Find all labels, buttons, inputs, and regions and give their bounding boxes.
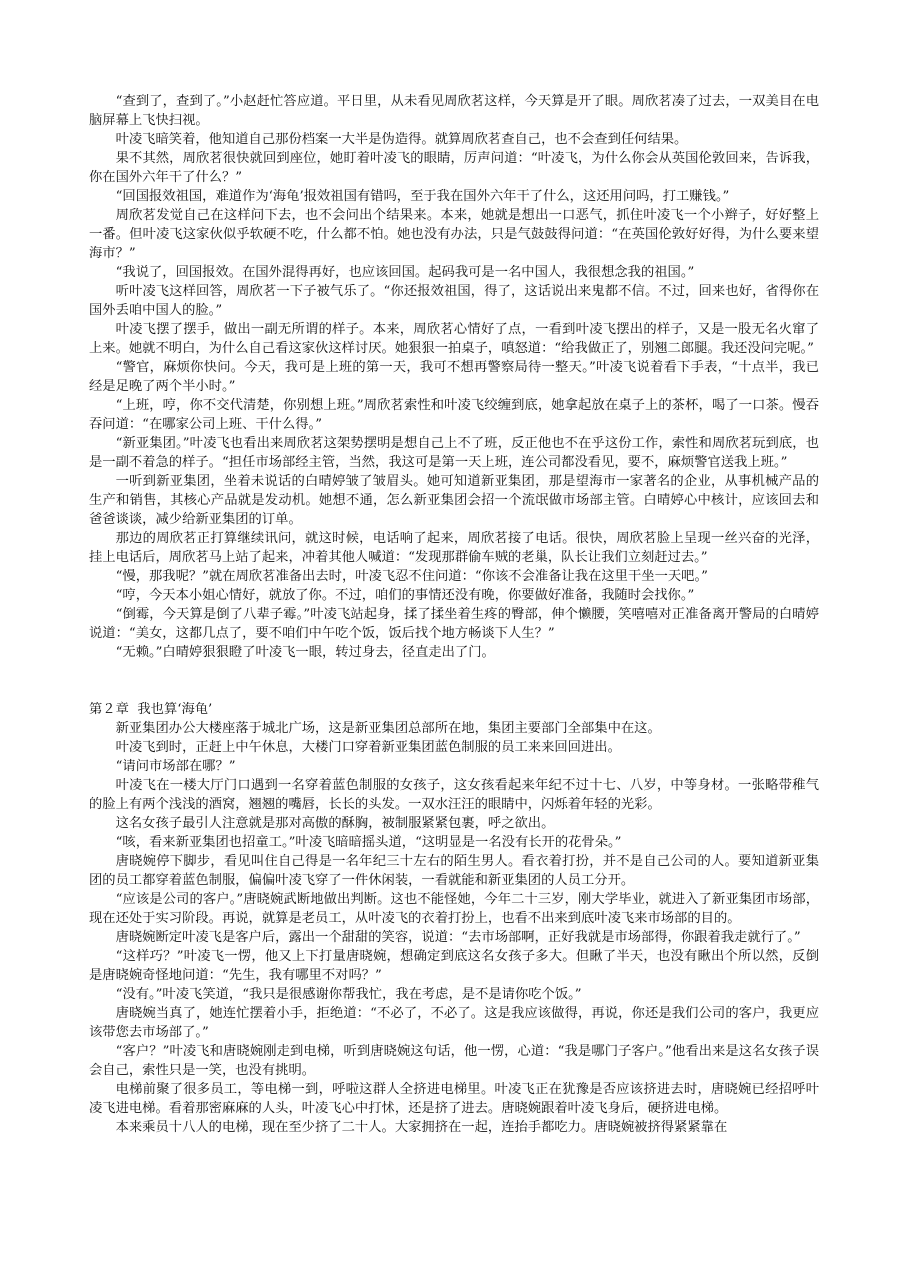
paragraph: “哼，今天本小姐心情好，就放了你。不过，咱们的事情还没有晚，你要做好准备，我随时会找你。” bbox=[115, 588, 695, 603]
paragraph: “新亚集团。”叶凌飞也看出来周欣茗这架势摆明是想自己上不了班，反正他也不在乎这份工作，索性和周欣茗玩到底，也是一副不着急的样子。“担任市场部经主管，当然，我这可是第一天上班，连公司都没看见，要不，麻烦警官送我上班。” bbox=[89, 436, 819, 470]
paragraph: “应该是公司的客户。”唐晓婉武断地做出判断。这也不能怪她，今年二十三岁，刚大学毕业，就进入了新亚集团市场部，现在还处于实习阶段。再说，就算是老员工，从叶凌飞的衣着打扮上，也看不出来到底叶凌飞来市场部的目的。 bbox=[89, 892, 819, 926]
paragraph: “咳，看来新亚集团也招童工。”叶凌飞暗暗摇头道，“这明显是一名没有长开的花骨朵。” bbox=[115, 835, 622, 850]
paragraph: “我说了，回国报效。在国外混得再好，也应该回国。起码我可是一名中国人，我很想念我的祖国。” bbox=[115, 265, 695, 280]
paragraph: 唐晓婉断定叶凌飞是客户后，露出一个甜甜的笑容，说道：“去市场部啊，正好我就是市场部得，你跟着我走就行了。” bbox=[115, 930, 801, 945]
paragraph: 唐晓婉当真了，她连忙摆着小手，拒绝道：“不必了，不必了。这是我应该做得，再说，你还是我们公司的客户，我更应该带您去市场部了。” bbox=[89, 1006, 819, 1040]
paragraph: 果不其然，周欣茗很快就回到座位，她盯着叶凌飞的眼睛，厉声问道：“叶凌飞，为什么你会从英国伦敦回来，告诉我，你在国外六年干了什么？” bbox=[89, 151, 819, 185]
paragraph: 新亚集团办公大楼座落于城北广场，这是新亚集团总部所在地，集团主要部门全部集中在这。 bbox=[115, 721, 661, 736]
paragraph: “客户？”叶凌飞和唐晓婉刚走到电梯，听到唐晓婉这句话，他一愣，心道：“我是哪门子客户。”他看出来是这名女孩子误会自己，索性只是一笑，也没有挑明。 bbox=[89, 1044, 819, 1078]
paragraph: 一听到新亚集团，坐着未说话的白晴婷皱了皱眉头。她可知道新亚集团，那是望海市一家著名的企业，从事机械产品的生产和销售，其核心产品就是发动机。她想不通，怎么新亚集团会招一个流氓做市场部主管。白晴婷心中核计，应该回去和爸爸谈谈，减少给新亚集团的订单。 bbox=[89, 474, 819, 527]
paragraph: “查到了，查到了。”小赵赶忙答应道。平日里，从未看见周欣茗这样，今天算是开了眼。周欣茗凑了过去，一双美目在电脑屏幕上飞快扫视。 bbox=[89, 94, 819, 128]
paragraph: 叶凌飞暗笑着，他知道自己那份档案一大半是伪造得。就算周欣茗查自己，也不会查到任何结果。 bbox=[115, 132, 688, 147]
paragraph: “请问市场部在哪？” bbox=[115, 759, 236, 774]
paragraph: 叶凌飞在一楼大厅门口遇到一名穿着蓝色制服的女孩子，这女孩看起来年纪不过十七、八岁，中等身材。一张略带稚气的脸上有两个浅浅的酒窝，翘翘的嘴唇，长长的头发。一双水汪汪的眼睛中，闪烁着年轻的光彩。 bbox=[89, 778, 819, 812]
paragraph: “慢，那我呢？”就在周欣茗准备出去时，叶凌飞忍不住问道：“你该不会准备让我在这里干坐一天吧。” bbox=[115, 569, 708, 584]
paragraph: 叶凌飞到时，正赶上中午休息，大楼门口穿着新亚集团蓝色制服的员工来来回回进出。 bbox=[115, 740, 621, 755]
chapter-2-section bbox=[89, 719, 819, 1137]
paragraph: “倒霉，今天算是倒了八辈子霉。”叶凌飞站起身，揉了揉坐着生疼的臀部，伸个懒腰，笑嘻嘻对正准备离开警局的白晴婷说道：“美女，这都几点了，要不咱们中午吃个饭，饭后找个地方畅谈下人生？” bbox=[89, 607, 819, 641]
paragraph: “上班，哼，你不交代清楚，你别想上班。”周欣茗索性和叶凌飞绞缠到底，她拿起放在桌子上的茶杯，喝了一口茶。慢吞吞问道：“在哪家公司上班、干什么得。” bbox=[89, 398, 819, 432]
paragraph: 周欣茗发觉自己在这样问下去，也不会问出个结果来。本来，她就是想出一口恶气，抓住叶凌飞一个小辫子，好好整上一番。但叶凌飞这家伙似乎软硬不吃，什么都不怕。她也没有办法，只是气鼓鼓得问道：“在英国伦敦好好得，为什么要来望海市？” bbox=[89, 208, 819, 261]
paragraph: 这名女孩子最引人注意就是那对高傲的酥胸，被制服紧紧包裹，呼之欲出。 bbox=[115, 816, 555, 831]
paragraph: “无赖。”白晴婷狠狠瞪了叶凌飞一眼，转过身去，径直走出了门。 bbox=[115, 645, 495, 660]
paragraph: 电梯前聚了很多员工，等电梯一到，呼啦这群人全挤进电梯里。叶凌飞正在犹豫是否应该挤进去时，唐晓婉已经招呼叶凌飞进电梯。看着那密麻麻的人头，叶凌飞心中打怵，还是挤了进去。唐晓婉跟着叶凌飞身后，硬挤进电梯。 bbox=[89, 1082, 819, 1116]
paragraph: “没有。”叶凌飞笑道，“我只是很感谢你帮我忙，我在考虑，是不是请你吃个饭。” bbox=[115, 987, 582, 1002]
paragraph: 那边的周欣茗正打算继续讯问，就这时候，电话响了起来，周欣茗接了电话。很快，周欣茗脸上呈现一丝兴奋的光泽，挂上电话后，周欣茗马上站了起来，冲着其他人喊道：“发现那群偷车贼的老巢，队长让我们立刻赶过去。” bbox=[89, 531, 819, 565]
paragraph: “这样巧？”叶凌飞一愣，他又上下打量唐晓婉，想确定到底这名女孩子多大。但瞅了半天，也没有瞅出个所以然，反倒是唐晓婉奇怪地问道：“先生，我有哪里不对吗？” bbox=[89, 949, 819, 983]
paragraph: “警官，麻烦你快问。今天，我可是上班的第一天，我可不想再警察局待一整天。”叶凌飞说着看下手表，“十点半，我已经是足晚了两个半小时。” bbox=[89, 360, 819, 394]
section-spacer bbox=[89, 662, 819, 700]
chapter-title: 第２章 我也算‘海龟’ bbox=[89, 702, 213, 717]
document-body bbox=[89, 92, 819, 1137]
paragraph: 听叶凌飞这样回答，周欣茗一下子被气乐了。“你还报效祖国，得了，这话说出来鬼都不信。不过，回来也好，省得你在国外丢咱中国人的脸。” bbox=[89, 284, 819, 318]
paragraph: “回国报效祖国，难道作为‘海龟’报效祖国有错吗，至于我在国外六年干了什么，这还用问吗，打工赚钱。” bbox=[115, 189, 730, 204]
paragraph: 本来乘员十八人的电梯，现在至少挤了二十人。大家拥挤在一起，连抬手都吃力。唐晓婉被挤得紧紧靠在 bbox=[115, 1120, 728, 1135]
paragraph: 叶凌飞摆了摆手，做出一副无所谓的样子。本来，周欣茗心情好了点，一看到叶凌飞摆出的样子，又是一股无名火窜了上来。她就不明白，为什么自己看这家伙这样讨厌。她狠狠一拍桌子，嗔怒道：“给我做正了，别翘二郎腿。我还没问完呢。” bbox=[89, 322, 819, 356]
chapter-1-section bbox=[89, 92, 819, 662]
paragraph: 唐晓婉停下脚步，看见叫住自己得是一名年纪三十左右的陌生男人。看衣着打扮，并不是自己公司的人。要知道新亚集团的员工都穿着蓝色制服，偏偏叶凌飞穿了一件休闲装，一看就能和新亚集团的人员工分开。 bbox=[89, 854, 819, 888]
